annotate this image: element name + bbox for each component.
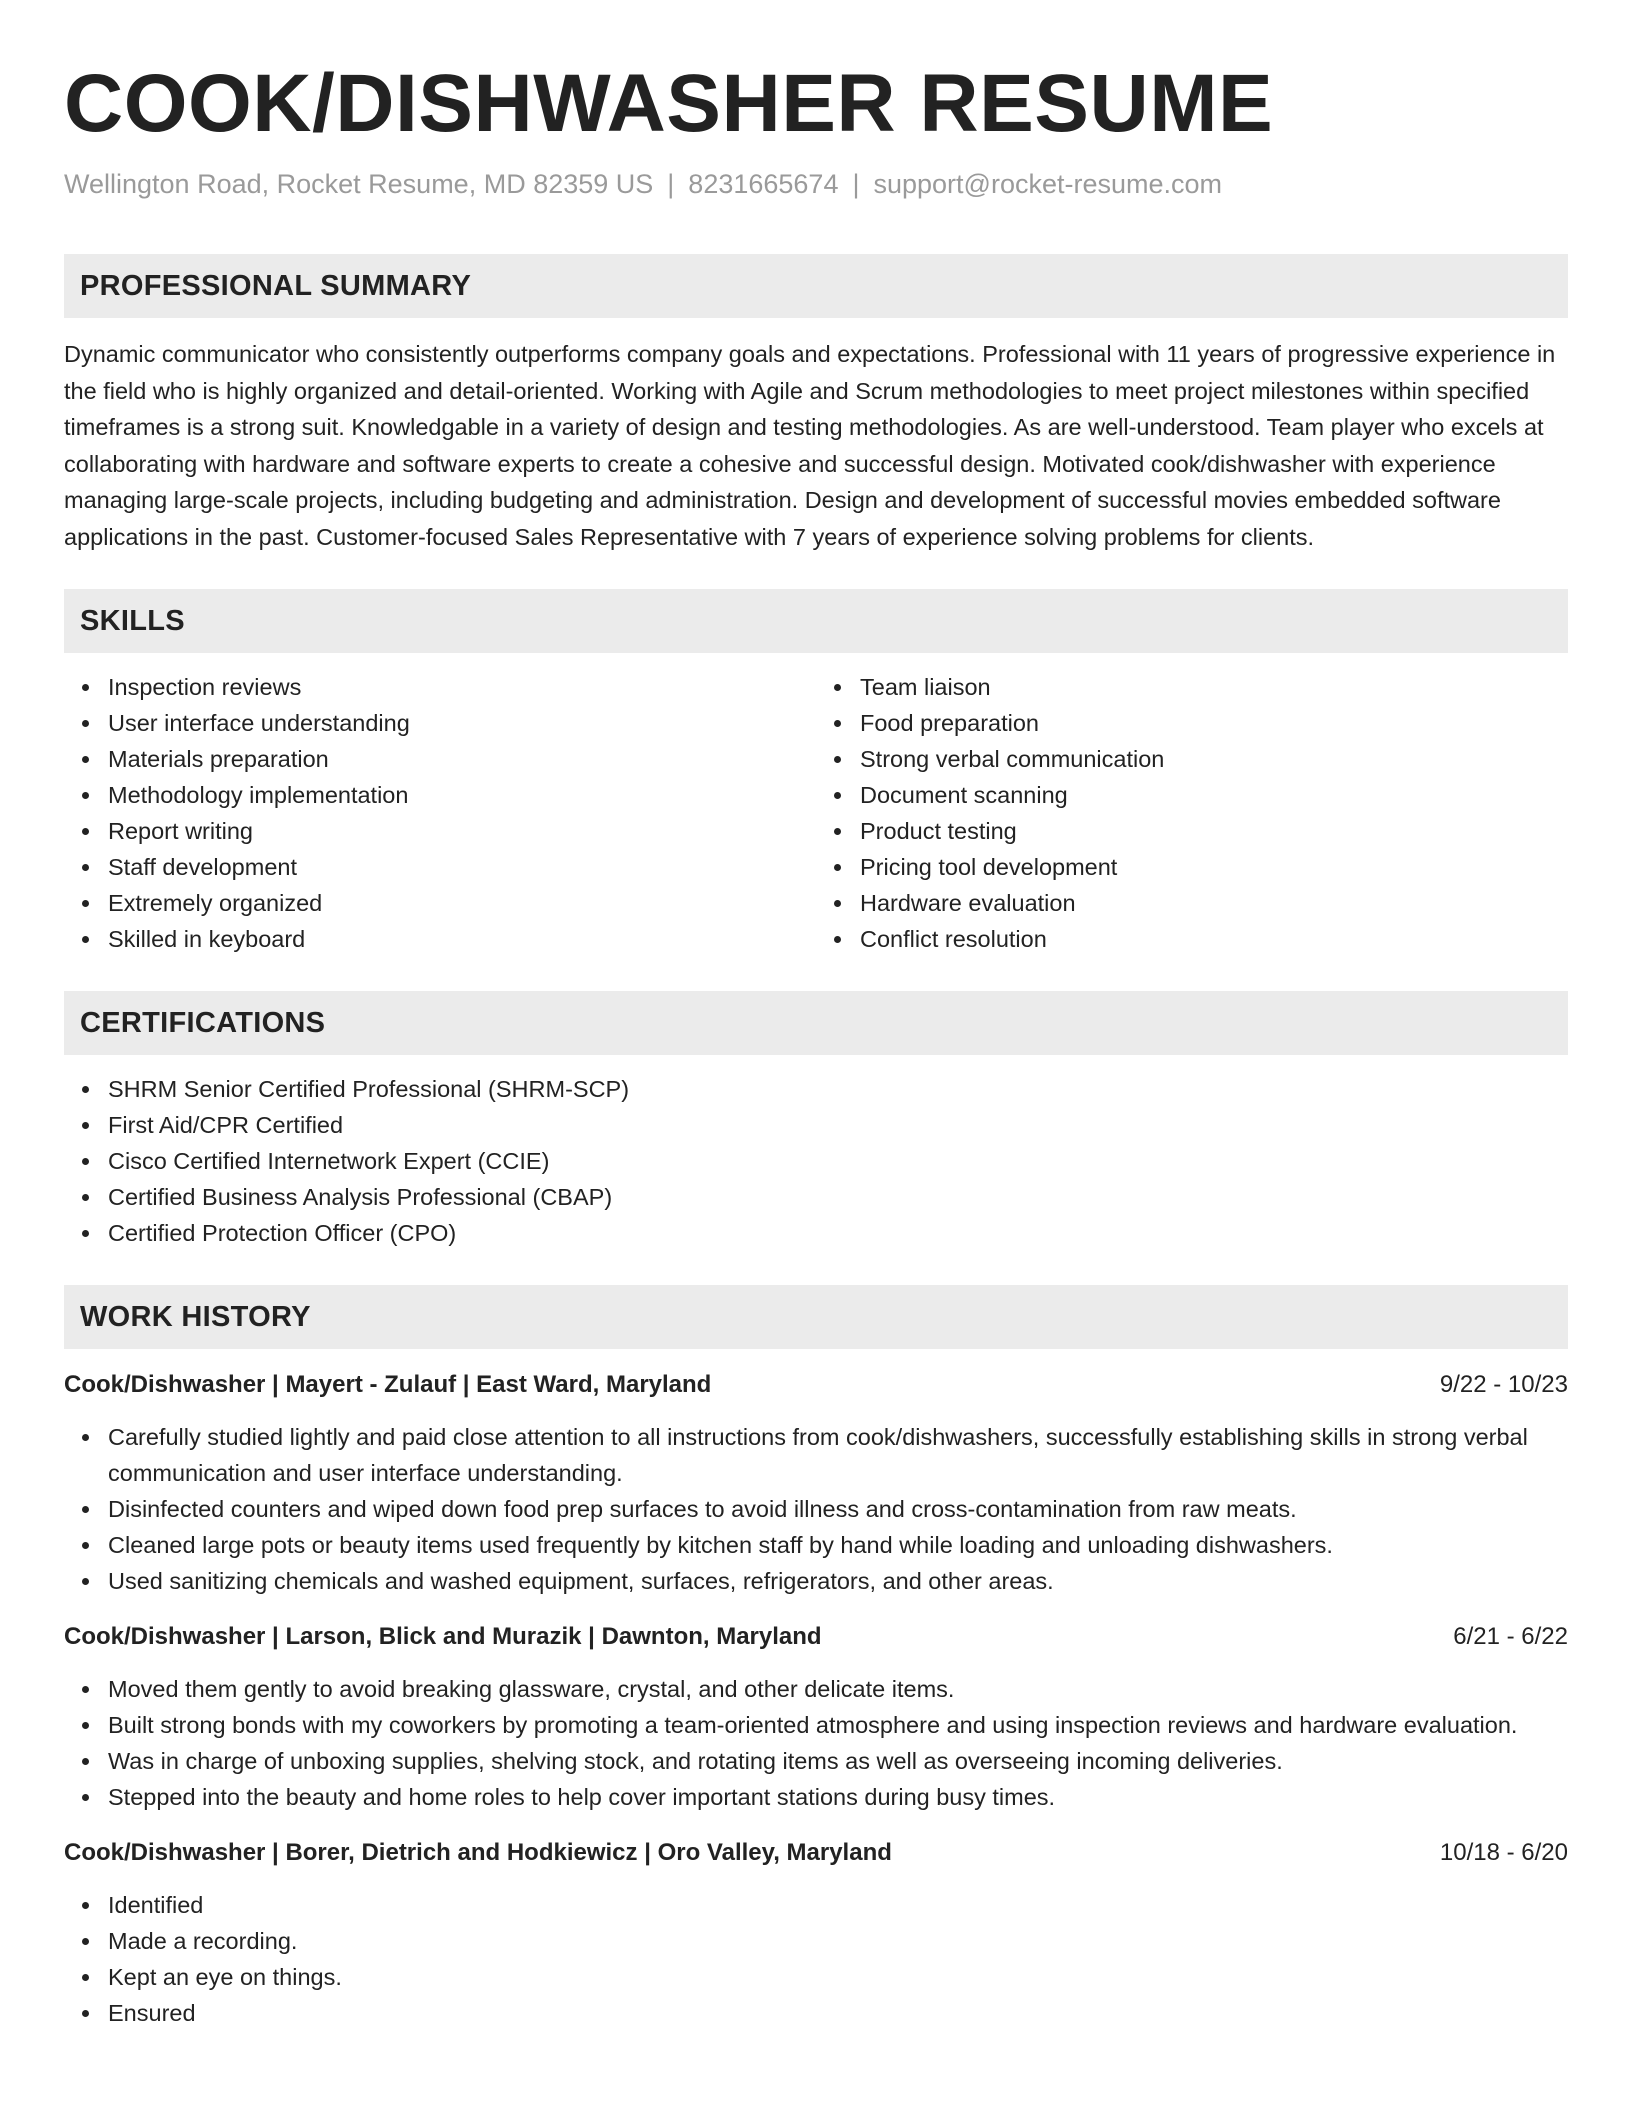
certifications-heading: CERTIFICATIONS <box>80 1006 326 1039</box>
skill-item: Document scanning <box>860 777 1568 813</box>
skill-item: Extremely organized <box>108 885 816 921</box>
job-bullet: Stepped into the beauty and home roles to help cover important stations during busy times. <box>108 1779 1568 1815</box>
certification-item: Cisco Certified Internetwork Expert (CCIE) <box>108 1143 1568 1179</box>
job-bullet: Cleaned large pots or beauty items used frequently by kitchen staff by hand while loading and unloading dishwashers. <box>108 1527 1568 1563</box>
contact-separator: | <box>667 169 675 199</box>
job-title: Cook/Dishwasher | Borer, Dietrich and Hodkiewicz | Oro Valley, Maryland <box>64 1839 892 1866</box>
summary-section-header <box>64 254 1568 318</box>
job-bullets <box>64 1887 1568 2031</box>
skills-heading: SKILLS <box>80 604 185 637</box>
contact-email: support@rocket-resume.com <box>873 169 1223 199</box>
skill-item: Report writing <box>108 813 816 849</box>
job-dates: 9/22 - 10/23 <box>1439 1371 1568 1398</box>
job-bullet: Ensured <box>108 1995 1568 2031</box>
job-entry <box>64 1367 1568 1599</box>
job-entry <box>64 1619 1568 1815</box>
job-dates: 10/18 - 6/20 <box>1439 1839 1568 1866</box>
contact-line <box>64 166 1568 202</box>
job-header <box>64 1619 1568 1655</box>
resume-title: COOK/DISHWASHER RESUME <box>64 58 1274 149</box>
job-bullet: Disinfected counters and wiped down food prep surfaces to avoid illness and cross-contamination from raw meats. <box>108 1491 1568 1527</box>
skills-list <box>64 669 1568 957</box>
job-bullet: Kept an eye on things. <box>108 1959 1568 1995</box>
job-entry <box>64 1835 1568 2031</box>
job-dates: 6/21 - 6/22 <box>1453 1623 1568 1650</box>
certifications-list <box>64 1071 1568 1251</box>
skill-item: Food preparation <box>860 705 1568 741</box>
skill-item: Staff development <box>108 849 816 885</box>
skill-item: Pricing tool development <box>860 849 1568 885</box>
skill-item: Strong verbal communication <box>860 741 1568 777</box>
certification-item: First Aid/CPR Certified <box>108 1107 1568 1143</box>
job-bullets <box>64 1419 1568 1599</box>
job-bullet: Identified <box>108 1887 1568 1923</box>
skill-item: Inspection reviews <box>108 669 816 705</box>
job-bullet: Moved them gently to avoid breaking glassware, crystal, and other delicate items. <box>108 1671 1568 1707</box>
skill-item: Hardware evaluation <box>860 885 1568 921</box>
certification-item: SHRM Senior Certified Professional (SHRM-SCP) <box>108 1071 1568 1107</box>
skill-item: Methodology implementation <box>108 777 816 813</box>
job-bullet: Built strong bonds with my coworkers by promoting a team-oriented atmosphere and using inspection reviews and hardware evaluation. <box>108 1707 1568 1743</box>
skills-column-left <box>64 669 816 957</box>
contact-address: Wellington Road, Rocket Resume, MD 82359 US <box>64 169 654 199</box>
job-bullet: Carefully studied lightly and paid close attention to all instructions from cook/dishwashers, successfully establishing skills in strong verbal communication and user interface understanding. <box>108 1419 1568 1491</box>
skill-item: Conflict resolution <box>860 921 1568 957</box>
job-bullet: Used sanitizing chemicals and washed equipment, surfaces, refrigerators, and other areas. <box>108 1563 1568 1599</box>
certification-item: Certified Business Analysis Professional (CBAP) <box>108 1179 1568 1215</box>
job-bullet: Made a recording. <box>108 1923 1568 1959</box>
skills-section-header <box>64 589 1568 653</box>
resume-page <box>64 58 1568 2031</box>
job-header <box>64 1367 1568 1403</box>
skill-item: User interface understanding <box>108 705 816 741</box>
job-title: Cook/Dishwasher | Larson, Blick and Murazik | Dawnton, Maryland <box>64 1623 822 1650</box>
job-bullet: Was in charge of unboxing supplies, shelving stock, and rotating items as well as overseeing incoming deliveries. <box>108 1743 1568 1779</box>
contact-phone: 8231665674 <box>688 169 839 199</box>
skill-item: Product testing <box>860 813 1568 849</box>
job-title: Cook/Dishwasher | Mayert - Zulauf | East Ward, Maryland <box>64 1371 712 1398</box>
skill-item: Skilled in keyboard <box>108 921 816 957</box>
certifications-section-header <box>64 991 1568 1055</box>
skill-item: Team liaison <box>860 669 1568 705</box>
skills-column-right <box>816 669 1568 957</box>
summary-text: Dynamic communicator who consistently outperforms company goals and expectations. Professional with 11 years of progressive experience in the field who is highly organized and detail-oriented. Working with Agile and Scrum methodologies to meet project milestones within specified timeframes is a strong suit. Knowledgable in a variety of design and testing methodologies. As are well-understood. Team player who excels at collaborating with hardware and software experts to create a cohesive and successful design. Motivated cook/dishwasher with experience managing large-scale projects, including budgeting and administration. Design and development of successful movies embedded software applications in the past. Customer-focused Sales Representative with 7 years of experience solving problems for clients. <box>64 341 1556 550</box>
job-bullets <box>64 1671 1568 1815</box>
skill-item: Materials preparation <box>108 741 816 777</box>
job-header <box>64 1835 1568 1871</box>
certification-item: Certified Protection Officer (CPO) <box>108 1215 1568 1251</box>
summary-heading: PROFESSIONAL SUMMARY <box>80 269 472 302</box>
work-history-section-header <box>64 1285 1568 1349</box>
contact-separator: | <box>852 169 860 199</box>
work-history-heading: WORK HISTORY <box>80 1300 311 1333</box>
